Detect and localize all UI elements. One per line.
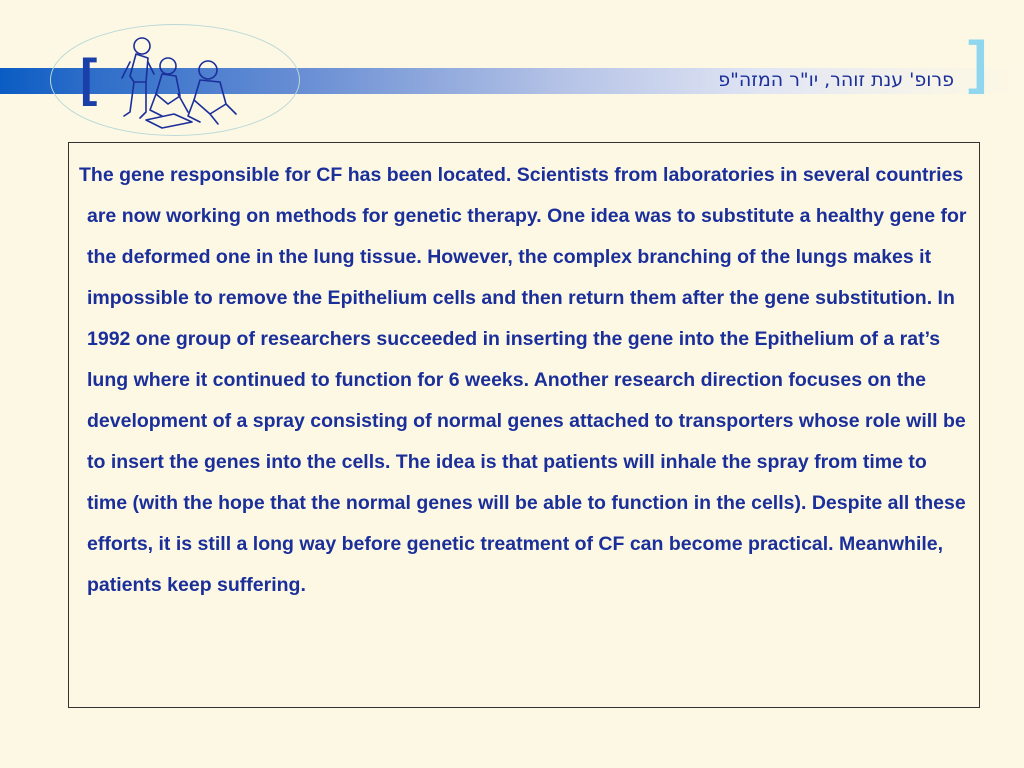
page-title: פרופ' ענת זוהר, יו"ר המזה"פ bbox=[718, 69, 954, 91]
content-text-box bbox=[68, 142, 980, 708]
right-bracket-icon: ] bbox=[968, 30, 988, 95]
body-paragraph: The gene responsible for CF has been located. Scientists from laboratories in several countries are now working on methods for genetic therapy. One idea was to substitute a healthy gene for the deformed one in the lung tissue. However, the complex branching of the lungs makes it impossible to remove the Epithelium cells and then return them after the gene substitution. In 1992 one group of researchers succeeded in inserting the gene into the Epithelium of a rat’s lung where it continued to function for 6 weeks. Another research direction focuses on the development of a spray consisting of normal genes attached to transporters whose role will be to insert the genes into the cells. The idea is that patients will inhale the spray from time to time (with the hope that the normal genes will be able to function in the cells). Despite all these efforts, it is still a long way before genetic treatment of CF can become practical. Meanwhile, patients keep suffering. bbox=[79, 164, 967, 596]
left-bracket-icon: [ bbox=[80, 49, 98, 107]
